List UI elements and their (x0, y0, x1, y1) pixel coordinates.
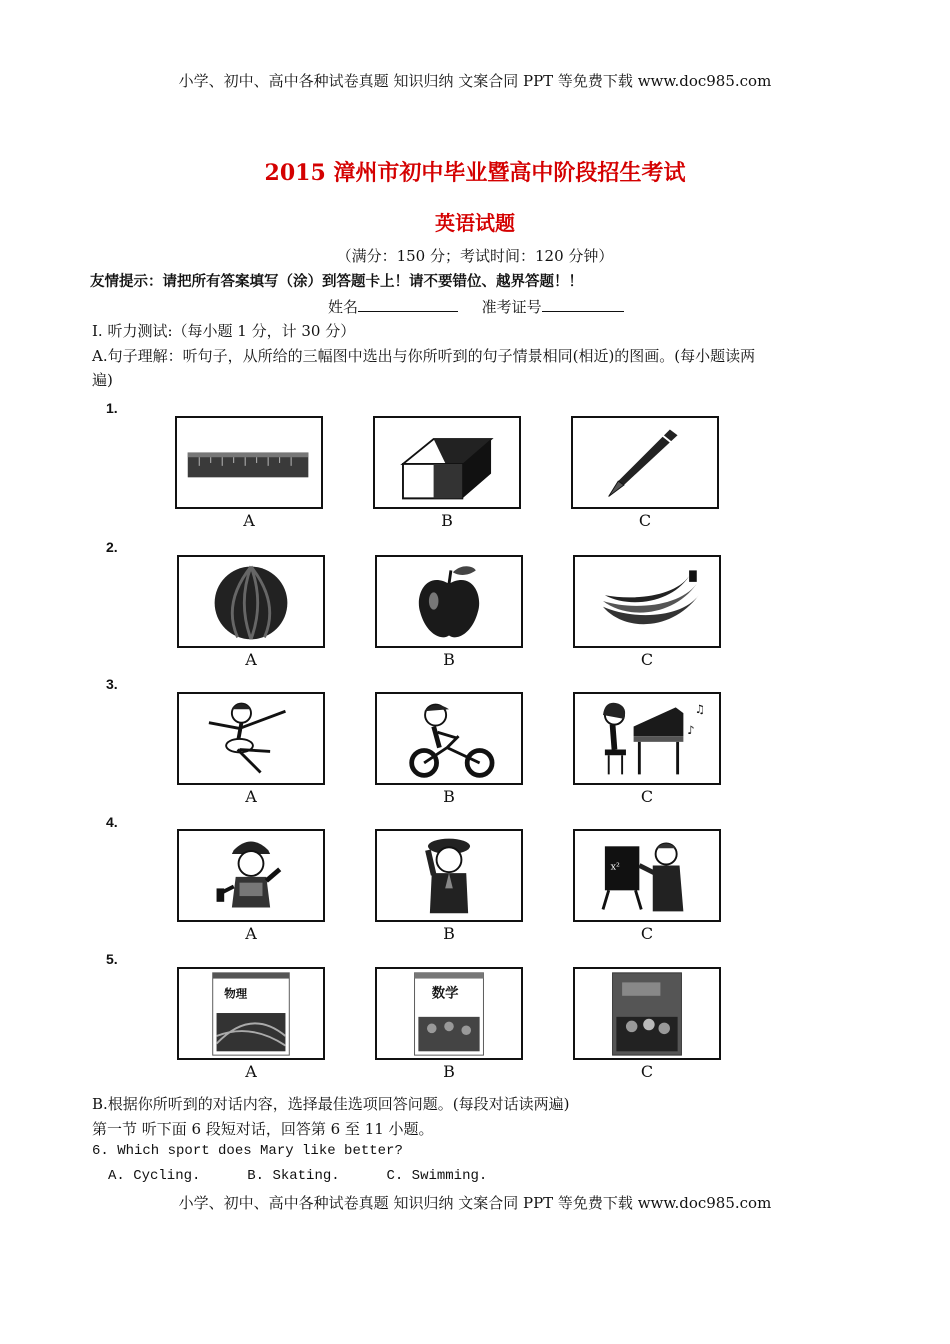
book-title: 数学 (431, 985, 459, 1002)
svg-text:x²: x² (610, 861, 620, 873)
math-book-option[interactable] (375, 967, 523, 1060)
partA-instruction-2: 遍) (92, 371, 113, 389)
ruler-option[interactable] (175, 416, 323, 509)
q6-option-c[interactable]: C. Swimming. (386, 1168, 488, 1184)
option-label: C (640, 787, 654, 806)
section1-heading: Ⅰ. 听力测试:（每小题 1 分，计 30 分） (92, 322, 356, 340)
pen-icon (573, 418, 717, 507)
book-title: 物理 (224, 986, 248, 1001)
watermelon-icon (179, 557, 323, 646)
cycling-girl-icon (377, 694, 521, 783)
worker-option[interactable] (177, 829, 325, 922)
option-label: B (441, 511, 453, 530)
dancing-girl-icon (179, 694, 323, 783)
svg-text:♪: ♪ (687, 723, 695, 738)
bananas-option[interactable] (573, 555, 721, 648)
question-number: 3. (106, 676, 118, 692)
q6-option-a[interactable]: A. Cycling. (108, 1168, 201, 1184)
option-label: A (243, 511, 255, 530)
option-label: B (443, 787, 455, 806)
eraser-option[interactable] (373, 416, 521, 509)
name-label: 姓名 (328, 298, 359, 316)
question-number: 1. (106, 400, 118, 416)
section-part1: 第一节 听下面 6 段短对话，回答第 6 至 11 小题。 (92, 1120, 434, 1138)
question-number: 4. (106, 814, 118, 830)
english-book-option[interactable] (573, 967, 721, 1060)
option-label: A (245, 924, 257, 943)
option-label: B (443, 650, 455, 669)
police-officer-icon (377, 831, 521, 920)
pen-option[interactable] (571, 416, 719, 509)
q6-options (108, 1168, 487, 1184)
option-label: C (640, 1062, 654, 1081)
exam-no-label: 准考证号 (481, 298, 542, 316)
dancing-girl-option[interactable] (177, 692, 325, 785)
cycling-girl-option[interactable] (375, 692, 523, 785)
apple-icon (377, 557, 521, 646)
option-label: B (443, 924, 455, 943)
physics-book-option[interactable] (177, 967, 325, 1060)
exam-title: 2015 漳州市初中毕业暨高中阶段招生考试 (264, 160, 686, 186)
page-footer: 小学、初中、高中各种试卷真题 知识归纳 文案合同 PPT 等免费下载 www.doc985.com (178, 1194, 772, 1212)
watermelon-option[interactable] (177, 555, 325, 648)
piano-girl-option[interactable] (573, 692, 721, 785)
option-label: B (443, 1062, 455, 1081)
name-field[interactable] (328, 296, 624, 317)
option-label: A (245, 650, 257, 669)
partB-instruction: B.根据你所听到的对话内容，选择最佳选项回答问题。(每段对话读两遍) (92, 1095, 570, 1113)
math-book-icon (377, 969, 521, 1058)
apple-option[interactable] (375, 555, 523, 648)
worker-icon (179, 831, 323, 920)
question-6: 6. Which sport does Mary like better? (92, 1143, 403, 1159)
page-header: 小学、初中、高中各种试卷真题 知识归纳 文案合同 PPT 等免费下载 www.doc985.com (178, 72, 772, 90)
svg-text:♫: ♫ (694, 702, 706, 717)
english-book-icon (575, 969, 719, 1058)
notice: 友情提示：请把所有答案填写（涂）到答题卡上！请不要错位、越界答题！！ (90, 274, 583, 290)
option-label: A (245, 1062, 257, 1081)
teacher-icon (575, 831, 719, 920)
ruler-icon (177, 418, 321, 507)
option-label: A (245, 787, 257, 806)
option-label: C (640, 924, 654, 943)
physics-book-icon (179, 969, 323, 1058)
teacher-option[interactable] (573, 829, 721, 922)
score-info: （满分：150 分；考试时间：120 分钟） (336, 247, 614, 265)
exam-subtitle: 英语试题 (435, 211, 515, 235)
question-number: 5. (106, 951, 118, 967)
option-label: C (640, 650, 654, 669)
q6-option-b[interactable]: B. Skating. (247, 1168, 340, 1184)
partA-instruction-1: A.句子理解：听句子，从所给的三幅图中选出与你所听到的句子情景相同(相近)的图画。(每小题读两 (92, 347, 756, 365)
question-number: 2. (106, 539, 118, 555)
eraser-icon (375, 418, 519, 507)
bananas-icon (575, 557, 719, 646)
option-label: C (638, 511, 652, 530)
piano-girl-icon (575, 694, 719, 783)
police-officer-option[interactable] (375, 829, 523, 922)
